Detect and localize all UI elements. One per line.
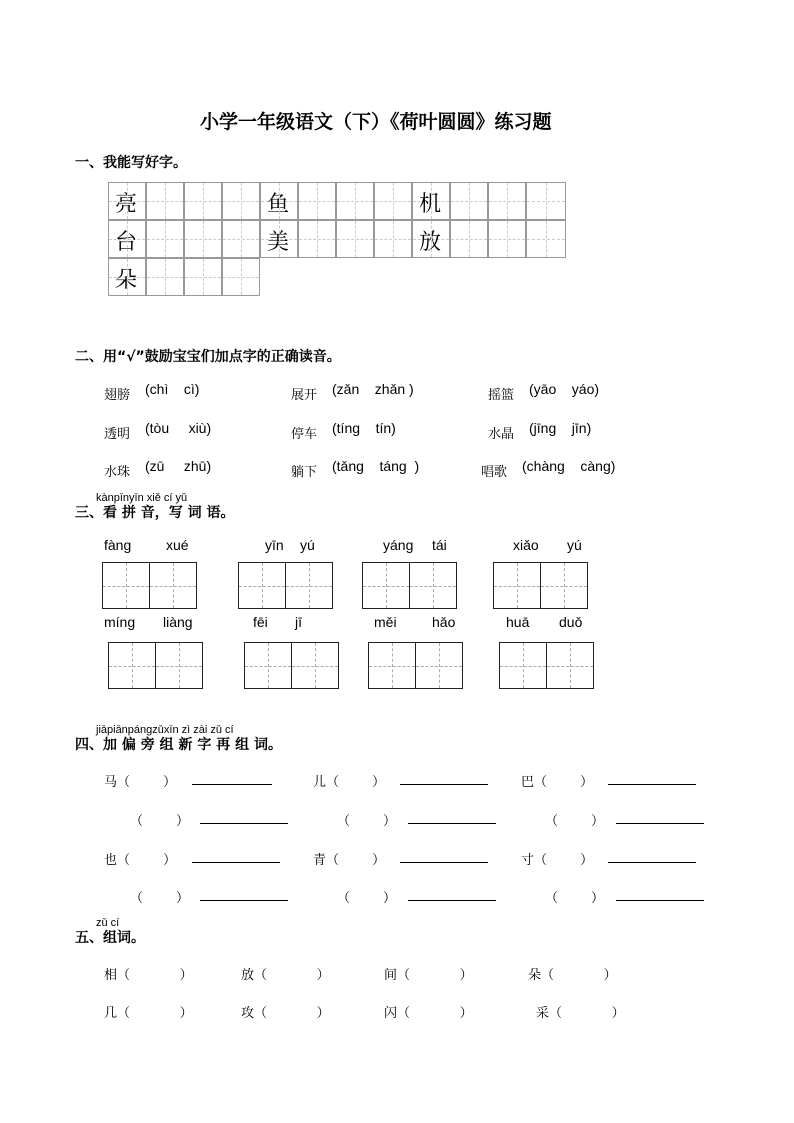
pinyin-label: liàng (163, 614, 193, 630)
writing-box[interactable] (415, 642, 463, 689)
pinyin-label: jī (295, 614, 302, 630)
word-answer-line[interactable] (192, 849, 280, 863)
base-char: 间 (384, 968, 398, 983)
page-title: 小学一年级语文（下）《荷叶圆圆》练习题 (200, 111, 552, 133)
grid-char: 亮 (115, 192, 138, 217)
base-char: 寸 (521, 853, 535, 868)
word-answer-line[interactable] (408, 887, 496, 901)
grid-char: 放 (419, 230, 442, 255)
word-answer-line[interactable] (616, 810, 704, 824)
base-char: 青 (313, 853, 327, 868)
pinyin-label: hǎo (432, 614, 456, 630)
grid-cell[interactable] (222, 220, 260, 258)
grid-cell[interactable] (336, 182, 374, 220)
word-blank[interactable]: （ ） (549, 1006, 625, 1021)
new-char-blank[interactable]: （ ） (545, 814, 605, 829)
pronunciation-item (291, 461, 317, 480)
pinyin-label: yáng (383, 537, 414, 553)
word-blank[interactable]: （ ） (254, 968, 330, 983)
section-3-pinyin: kànpīnyīn xiě cí yǔ (96, 492, 188, 504)
grid-cell[interactable] (184, 258, 222, 296)
grid-char: 机 (419, 192, 442, 217)
writing-box[interactable] (244, 642, 292, 689)
grid-cell-char (412, 220, 450, 258)
new-char-blank[interactable]: （ ） (130, 814, 190, 829)
grid-cell[interactable] (146, 220, 184, 258)
grid-cell[interactable] (336, 220, 374, 258)
pinyin-label: měi (374, 614, 397, 630)
compound-item (528, 964, 617, 983)
base-char: 闪 (384, 1006, 398, 1021)
word-answer-line[interactable] (408, 810, 496, 824)
new-char-blank[interactable]: （ ） (337, 814, 397, 829)
section-5-heading: 五、组词。 (75, 930, 145, 946)
new-char-blank[interactable]: （ ） (534, 775, 594, 790)
new-char-blank[interactable]: （ ） (117, 853, 177, 868)
radical-item (521, 849, 593, 868)
writing-box[interactable] (149, 562, 197, 609)
base-char: 采 (536, 1006, 550, 1021)
word: 水晶 (488, 427, 515, 442)
pronunciation-item (481, 461, 507, 480)
grid-cell[interactable] (450, 182, 488, 220)
grid-cell[interactable] (222, 182, 260, 220)
base-char: 马 (104, 775, 118, 790)
word-answer-line[interactable] (192, 771, 272, 785)
grid-cell[interactable] (146, 182, 184, 220)
grid-cell-char (260, 220, 298, 258)
word-answer-line[interactable] (608, 771, 696, 785)
base-char: 攻 (241, 1006, 255, 1021)
writing-box[interactable] (102, 562, 150, 609)
base-char: 朵 (528, 968, 542, 983)
writing-box[interactable] (362, 562, 410, 609)
base-char: 几 (104, 1006, 118, 1021)
pronunciation-options[interactable]: (yāo yáo) (529, 381, 600, 397)
heading-text: ”鼓励宝宝们加点字的正确读音。 (135, 349, 341, 365)
radical-item (104, 771, 176, 790)
grid-cell[interactable] (222, 258, 260, 296)
compound-item (241, 1002, 330, 1021)
word-blank[interactable]: （ ） (117, 968, 193, 983)
writing-box[interactable] (368, 642, 416, 689)
grid-cell[interactable] (298, 182, 336, 220)
grid-char: 鱼 (267, 192, 290, 217)
grid-cell[interactable] (374, 220, 412, 258)
word-answer-line[interactable] (400, 849, 488, 863)
writing-box[interactable] (285, 562, 333, 609)
word-answer-line[interactable] (200, 810, 288, 824)
writing-box[interactable] (546, 642, 594, 689)
pinyin-label: tái (432, 537, 447, 553)
pronunciation-item (104, 423, 130, 442)
grid-cell[interactable] (488, 220, 526, 258)
base-char: 相 (104, 968, 118, 983)
pronunciation-item (291, 423, 317, 442)
section-2-heading (75, 346, 341, 366)
section-4-pinyin: jiāpiānpángzǔxīn zì zài zǔ cí (96, 724, 234, 736)
word: 展开 (291, 388, 318, 403)
radical-item (313, 849, 385, 868)
pinyin-label: yú (567, 537, 582, 553)
section-3-heading: 三、看 拼 音，写 词 语。 (75, 505, 235, 521)
writing-box[interactable] (493, 562, 541, 609)
writing-box[interactable] (499, 642, 547, 689)
pronunciation-options[interactable]: (tǎng táng ) (332, 458, 420, 474)
compound-item (536, 1002, 625, 1021)
pinyin-label: huā (506, 614, 530, 630)
new-char-blank[interactable]: （ ） (337, 891, 397, 906)
grid-cell[interactable] (184, 182, 222, 220)
grid-cell[interactable] (488, 182, 526, 220)
word-answer-line[interactable] (616, 887, 704, 901)
word: 躺下 (291, 465, 318, 480)
word: 唱歌 (481, 465, 508, 480)
radical-item (104, 849, 176, 868)
word-answer-line[interactable] (608, 849, 696, 863)
grid-cell[interactable] (526, 182, 566, 220)
pinyin-label: yú (300, 537, 315, 553)
word-blank[interactable]: （ ） (254, 1006, 330, 1021)
new-char-blank[interactable]: （ ） (534, 853, 594, 868)
compound-item (104, 964, 193, 983)
grid-cell[interactable] (374, 182, 412, 220)
writing-box[interactable] (155, 642, 203, 689)
compound-item (104, 1002, 193, 1021)
grid-cell[interactable] (146, 258, 184, 296)
grid-cell-char (260, 182, 298, 220)
word: 水珠 (104, 465, 131, 480)
pronunciation-item (104, 461, 130, 480)
base-char: 儿 (313, 775, 327, 790)
writing-box[interactable] (540, 562, 588, 609)
grid-cell-char (108, 220, 146, 258)
grid-cell-char (108, 182, 146, 220)
new-char-blank[interactable]: （ ） (545, 891, 605, 906)
grid-cell[interactable] (526, 220, 566, 258)
writing-box[interactable] (238, 562, 286, 609)
new-char-blank[interactable]: （ ） (326, 775, 386, 790)
pinyin-label: yīn (265, 537, 284, 553)
grid-cell[interactable] (298, 220, 336, 258)
heading-text: 二、用“ (75, 349, 127, 365)
radical-item (521, 771, 593, 790)
word: 透明 (104, 427, 131, 442)
section-5-pinyin: zǔ cí (96, 917, 120, 929)
pinyin-label: fēi (253, 614, 268, 630)
writing-box[interactable] (291, 642, 339, 689)
base-char: 放 (241, 968, 255, 983)
pinyin-label: duǒ (559, 614, 583, 630)
grid-cell[interactable] (184, 220, 222, 258)
pronunciation-options[interactable]: (tíng tín) (332, 420, 396, 436)
pronunciation-options[interactable]: (zū zhū) (145, 458, 212, 474)
compound-item (241, 964, 330, 983)
word-answer-line[interactable] (400, 771, 488, 785)
base-char: 也 (104, 853, 118, 868)
base-char: 巴 (521, 775, 535, 790)
grid-cell[interactable] (450, 220, 488, 258)
grid-cell-char (412, 182, 450, 220)
word-blank[interactable]: （ ） (541, 968, 617, 983)
word-answer-line[interactable] (200, 887, 288, 901)
check-mark-icon: √ (126, 349, 136, 365)
word: 翅膀 (104, 388, 131, 403)
pronunciation-item (488, 384, 514, 403)
compound-item (384, 1002, 473, 1021)
grid-cell-char (108, 258, 146, 296)
pronunciation-options[interactable]: (jīng jīn) (529, 420, 592, 436)
new-char-blank[interactable]: （ ） (130, 891, 190, 906)
word: 摇篮 (488, 388, 515, 403)
new-char-blank[interactable]: （ ） (326, 853, 386, 868)
pinyin-label: míng (104, 614, 136, 630)
grid-char: 朵 (115, 268, 138, 293)
section-1-heading: 一、我能写好字。 (75, 155, 187, 171)
pronunciation-item (291, 384, 317, 403)
pronunciation-options[interactable]: (chì cì) (145, 381, 200, 397)
new-char-blank[interactable]: （ ） (117, 775, 177, 790)
grid-char: 美 (267, 230, 290, 255)
radical-item (313, 771, 385, 790)
pinyin-label: xiǎo (513, 537, 539, 553)
pronunciation-options[interactable]: (chàng càng) (522, 458, 616, 474)
pinyin-label: xué (166, 537, 189, 553)
word: 停车 (291, 427, 318, 442)
pronunciation-item (104, 384, 130, 403)
compound-item (384, 964, 473, 983)
word-blank[interactable]: （ ） (117, 1006, 193, 1021)
pronunciation-options[interactable]: (zǎn zhǎn ) (332, 381, 414, 397)
section-4-heading: 四、加 偏 旁 组 新 字 再 组 词。 (75, 737, 282, 753)
pinyin-label: fàng (104, 537, 132, 553)
writing-box[interactable] (108, 642, 156, 689)
grid-char: 台 (115, 230, 138, 255)
pronunciation-options[interactable]: (tòu xiù) (145, 420, 212, 436)
word-blank[interactable]: （ ） (397, 968, 473, 983)
pronunciation-item (488, 423, 514, 442)
word-blank[interactable]: （ ） (397, 1006, 473, 1021)
writing-box[interactable] (409, 562, 457, 609)
